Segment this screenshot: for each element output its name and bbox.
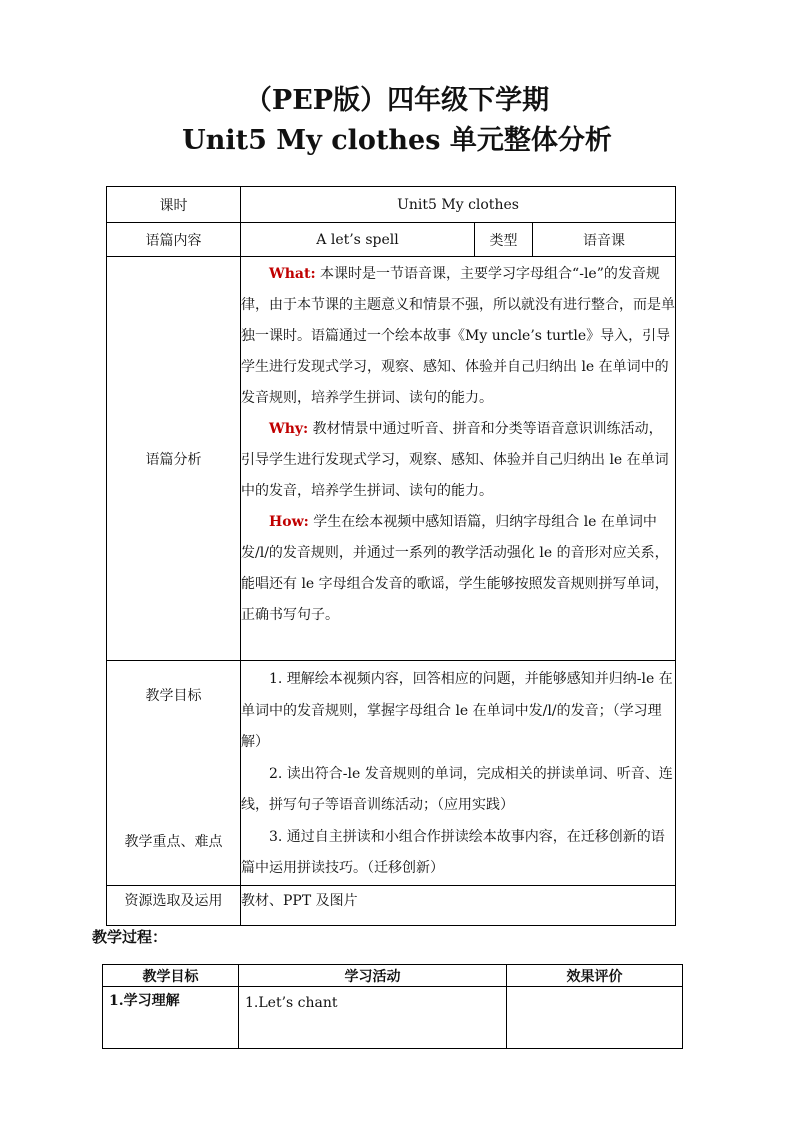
document-title: （PEP版）四年级下学期 <box>244 85 550 116</box>
lesson-label: 课时 <box>107 187 241 223</box>
type-value: 语音课 <box>533 223 676 257</box>
resources-row <box>107 885 676 925</box>
lesson-row <box>107 187 676 223</box>
what-paragraph <box>241 259 675 414</box>
process-evaluation <box>507 987 683 1049</box>
goal-item: 1. 理解绘本视频内容，回答相应的问题，并能够感知并归纳-le 在单词中的发音规则，掌握字母组合 le 在单词中发/l/的发音；（学习理解） <box>241 671 673 750</box>
process-row <box>103 987 683 1049</box>
goals-label: 教学目标 <box>145 688 202 704</box>
goal-item: 3. 通过自主拼读和小组合作拼读绘本故事内容，在迁移创新的语篇中运用拼读技巧。（迁移创新） <box>241 828 665 876</box>
how-lead: How: <box>269 514 309 530</box>
unit-analysis-table <box>106 186 676 926</box>
goals-row <box>107 661 676 886</box>
analysis-content <box>241 257 676 661</box>
content-label: 语篇内容 <box>107 223 241 257</box>
how-paragraph <box>241 507 675 631</box>
header-evaluation: 效果评价 <box>507 965 683 987</box>
lesson-value: Unit5 My clothes <box>241 187 676 223</box>
document-subtitle: Unit5 My clothes 单元整体分析 <box>182 125 612 156</box>
type-label: 类型 <box>475 223 533 257</box>
why-lead: Why: <box>269 421 309 437</box>
how-text: 学生在绘本视频中感知语篇，归纳字母组合 le 在单词中发/l/的发音规则，并通过一系列的教学活动强化 le 的音形对应关系，能唱还有 le 字母组合发音的歌谣，学生能够按照发音规则拼写单词，正确书写句子。 <box>241 514 669 623</box>
goal-item: 2. 读出符合-le 发音规则的单词，完成相关的拼读单词、听音、连线，拼写句子等语音训练活动；（应用实践） <box>241 765 673 813</box>
analysis-label: 语篇分析 <box>107 257 241 661</box>
resources-value: 教材、PPT 及图片 <box>241 885 676 925</box>
header-activity: 学习活动 <box>239 965 507 987</box>
process-heading: 教学过程： <box>92 928 168 946</box>
analysis-row <box>107 257 676 661</box>
keypoints-label: 教学重点、难点 <box>124 834 223 850</box>
process-activity: 1.Let’s chant <box>239 987 507 1049</box>
what-text: 本课时是一节语音课，主要学习字母组合“-le”的发音规律，由于本节课的主题意义和情景不强，所以就没有进行整合，而是单独一课时。语篇通过一个绘本故事《My uncle’s turtle》导入，引导学生进行发现式学习，观察、感知、体验并自己归纳出 le 在单词中的发音规则，培养学生拼词、读句的能力。 <box>241 266 675 406</box>
header-goal: 教学目标 <box>103 965 239 987</box>
why-text: 教材情景中通过听音、拼音和分类等语音意识训练活动，引导学生进行发现式学习，观察、感知、体验并自己归纳出 le 在单词中的发音，培养学生拼词、读句的能力。 <box>241 421 669 499</box>
what-lead: What: <box>269 266 316 282</box>
content-row <box>107 223 676 257</box>
goals-label-cell <box>107 661 241 886</box>
content-value: A let’s spell <box>241 223 475 257</box>
why-paragraph <box>241 414 675 507</box>
process-header-row <box>103 965 683 987</box>
teaching-process-table <box>102 964 683 1049</box>
resources-label: 资源选取及运用 <box>107 885 241 925</box>
goals-content <box>241 661 676 886</box>
process-goal: 1.学习理解 <box>103 987 239 1049</box>
